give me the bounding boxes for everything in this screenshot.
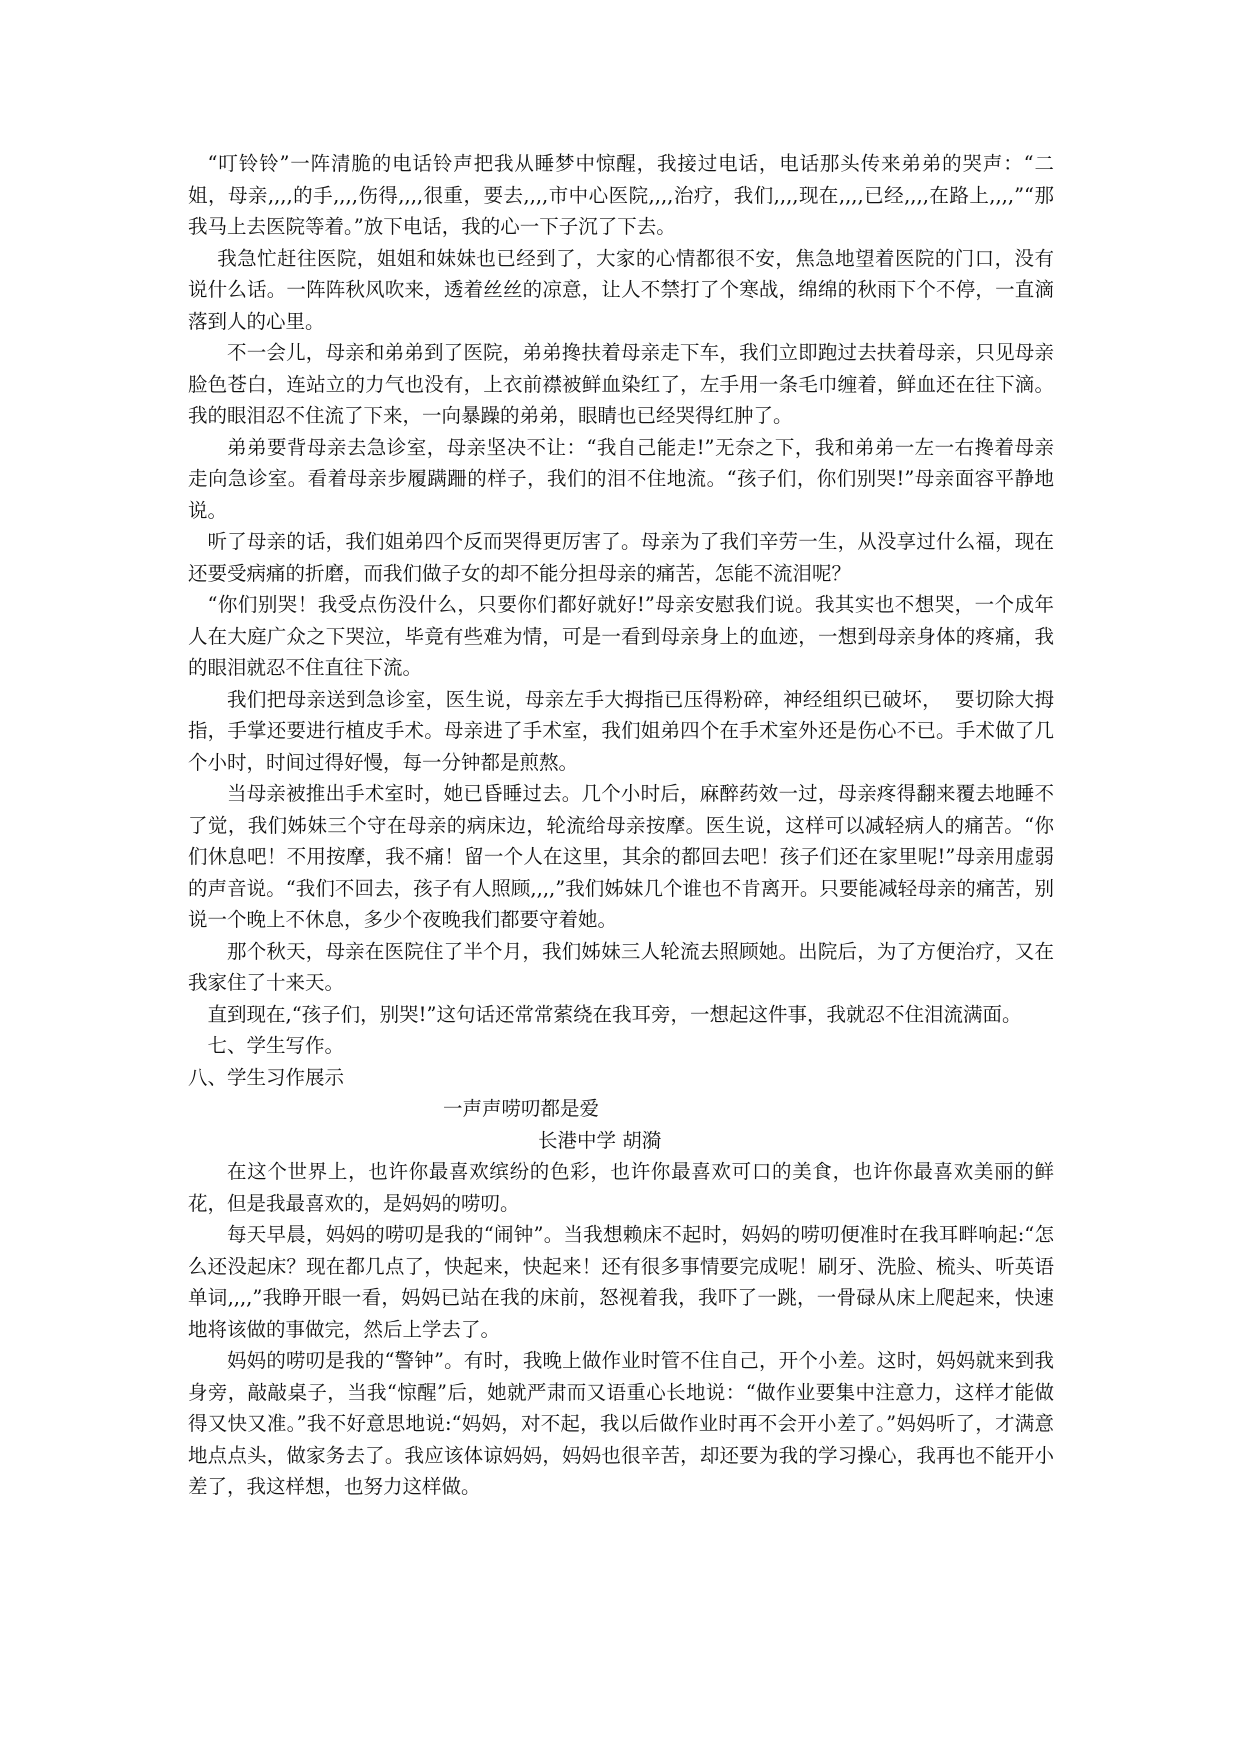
paragraph: 听了母亲的话，我们姐弟四个反而哭得更厉害了。母亲为了我们辛劳一生，从没享过什么福，现在还要受病痛的折磨，而我们做子女的却不能分担母亲的痛苦，怎能不流泪呢？ — [188, 530, 1054, 585]
paragraph: “叮铃铃”一阵清脆的电话铃声把我从睡梦中惊醒，我接过电话，电话那头传来弟弟的哭声：“二姐，母亲,,,,的手,,,,伤得,,,,很重，要去,,,,市中心医院,,,,治疗，我们,,,,现在,,,,已经,,,,在路上,,,,”“那我马上去医院等着。”放下电话，我的心一下子沉了下去。 — [188, 152, 1054, 238]
section-heading: 七、学生写作。 — [207, 1034, 345, 1057]
paragraph: 妈妈的唠叨是我的“警钟”。有时，我晚上做作业时管不住自己，开个小差。这时，妈妈就来到我身旁，敲敲桌子，当我“惊醒”后，她就严肃而又语重心长地说：“做作业要集中注意力，这样才能做得又快又准。”我不好意思地说:“妈妈，对不起，我以后做作业时再不会开小差了。”妈妈听了，才满意地点点头，做家务去了。我应该体谅妈妈，妈妈也很辛苦，却还要为我的学习操心，我再也不能开小差了，我这样想，也努力这样做。 — [188, 1349, 1054, 1498]
paragraph: 每天早晨，妈妈的唠叨是我的“闹钟”。当我想赖床不起时，妈妈的唠叨便准时在我耳畔响起:“怎么还没起床？现在都几点了，快起来，快起来！还有很多事情要完成呢！刷牙、洗脸、梳头、听英语单词,,,,”我睁开眼一看，妈妈已站在我的床前，怒视着我，我吓了一跳，一骨碌从床上爬起来，快速地将该做的事做完，然后上学去了。 — [188, 1223, 1054, 1341]
paragraph: 在这个世界上，也许你最喜欢缤纷的色彩，也许你最喜欢可口的美食，也许你最喜欢美丽的鲜花，但是我最喜欢的，是妈妈的唠叨。 — [188, 1160, 1054, 1215]
paragraph: 直到现在,“孩子们，别哭!”这句话还常常萦绕在我耳旁，一想起这件事，我就忍不住泪流满面。 — [207, 1002, 1022, 1026]
section-heading: 八、学生习作展示 — [188, 1065, 345, 1089]
paragraph: “你们别哭！我受点伤没什么，只要你们都好就好!”母亲安慰我们说。我其实也不想哭，一个成年人在大庭广众之下哭泣，毕竟有些难为情，可是一看到母亲身上的血迹，一想到母亲身体的疼痛，我的眼泪就忍不住直往下流。 — [188, 593, 1054, 679]
paragraph: 我急忙赶往医院，姐姐和妹妹也已经到了，大家的心情都很不安，焦急地望着医院的门口，没有说什么话。一阵阵秋风吹来，透着丝丝的凉意，让人不禁打了个寒战，绵绵的秋雨下个不停，一直滴落到人的心里。 — [188, 246, 1054, 333]
paragraph: 不一会儿，母亲和弟弟到了医院，弟弟搀扶着母亲走下车，我们立即跑过去扶着母亲，只见母亲脸色苍白，连站立的力气也没有，上衣前襟被鲜血染红了，左手用一条毛巾缠着，鲜血还在往下滴。我的眼泪忍不住流了下来，一向暴躁的弟弟，眼睛也已经哭得红肿了。 — [188, 341, 1054, 427]
paragraph: 我们把母亲送到急诊室，医生说，母亲左手大拇指已压得粉碎，神经组织已破坏， 要切除大拇指，手掌还要进行植皮手术。母亲进了手术室，我们姐弟四个在手术室外还是伤心不已。手术做了几个小时，时间过得好慢，每一分钟都是煎熬。 — [188, 687, 1054, 774]
document-body — [188, 148, 1054, 1503]
essay-title: 一声声唠叨都是爱 — [443, 1097, 600, 1120]
paragraph: 当母亲被推出手术室时，她已昏睡过去。几个小时后，麻醉药效一过，母亲疼得翻来覆去地睡不了觉，我们姊妹三个守在母亲的病床边，轮流给母亲按摩。医生说，这样可以减轻病人的痛苦。“你们休息吧！不用按摩，我不痛！留一个人在这里，其余的都回去吧！孩子们还在家里呢!”母亲用虚弱的声音说。“我们不回去，孩子有人照顾,,,,”我们姊妹几个谁也不肯离开。只要能减轻母亲的痛苦，别说一个晚上不休息，多少个夜晚我们都要守着她。 — [188, 782, 1054, 931]
essay-byline: 长港中学 胡漪 — [538, 1128, 662, 1152]
paragraph: 那个秋天，母亲在医院住了半个月，我们姊妹三人轮流去照顾她。出院后，为了方便治疗，又在我家住了十来天。 — [188, 939, 1054, 994]
paragraph: 弟弟要背母亲去急诊室，母亲坚决不让：“我自己能走!”无奈之下，我和弟弟一左一右搀着母亲走向急诊室。看着母亲步履蹒跚的样子，我们的泪不住地流。“孩子们，你们别哭!”母亲面容平静地说。 — [188, 435, 1054, 522]
